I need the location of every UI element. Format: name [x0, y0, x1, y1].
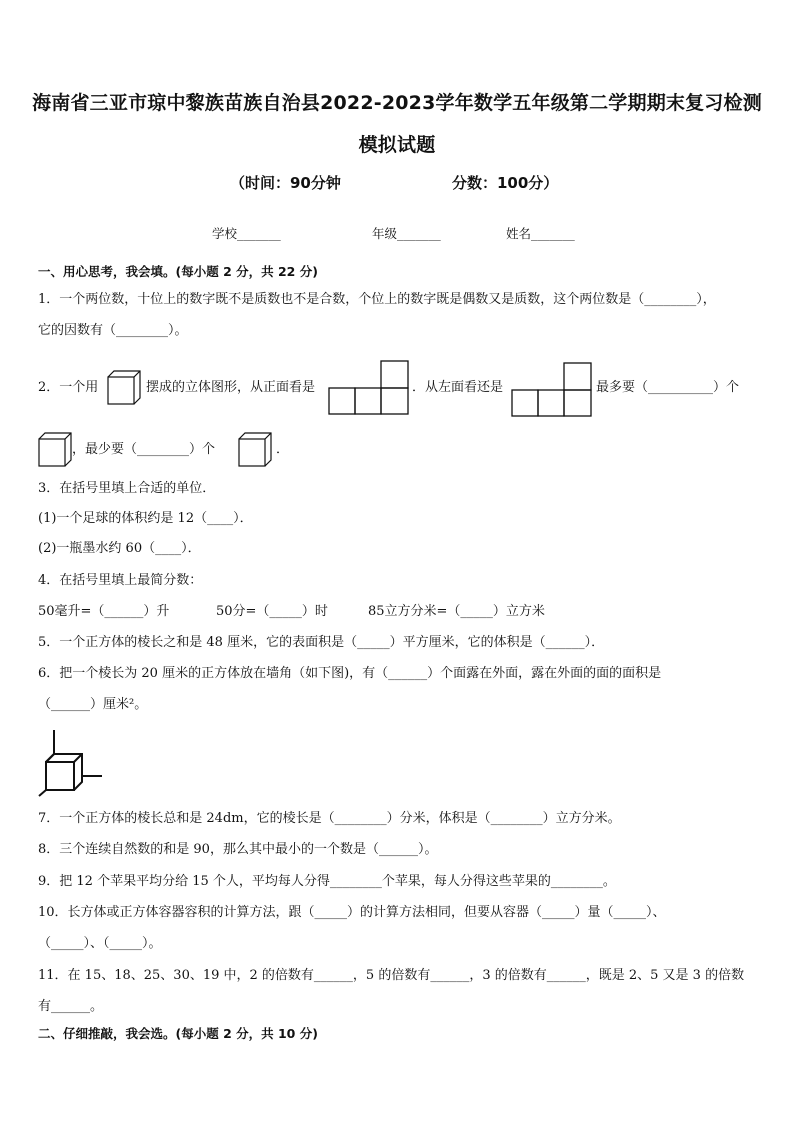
corner-cube-figure — [38, 728, 106, 798]
question-2-text4: 最多要（__________）个 — [596, 380, 740, 395]
total-score: 分数：100分） — [452, 174, 559, 192]
question-4: 4．在括号里填上最简分数： — [38, 573, 203, 588]
section1-heading: 一、用心思考，我会填。(每小题 2 分，共 22 分) — [38, 264, 318, 279]
question-5: 5．一个正方体的棱长之和是 48 厘米，它的表面积是（_____）平方厘米，它的体积是（______）． — [38, 635, 605, 650]
front-view-figure — [328, 360, 410, 416]
exam-title-line2: 模拟试题 — [358, 134, 436, 156]
question-1-line1: 1．一个两位数，十位上的数字既不是质数也不是合数，个位上的数字既是偶数又是质数，这个两位数是（________）， — [38, 292, 716, 307]
question-3-part2: (2)一瓶墨水约 60（____）． — [38, 541, 201, 556]
question-8: 8．三个连续自然数的和是 90，那么其中最小的一个数是（______）。 — [38, 842, 438, 857]
question-2-text3: ．从左面看还是 — [412, 380, 504, 395]
unit-cube-icon-3 — [238, 432, 272, 468]
question-11-line1: 11．在 15、18、25、30、19 中，2 的倍数有______，5 的倍数有______，3 的倍数有______，既是 2、5 又是 3 的倍数 — [38, 968, 745, 983]
exam-title-line1: 海南省三亚市琼中黎族苗族自治县2022-2023学年数学五年级第二学期期末复习检测 — [32, 92, 762, 114]
question-2-text6: ． — [276, 442, 290, 457]
question-7: 7．一个正方体的棱长总和是 24dm，它的棱长是（________）分米，体积是（________）立方分米。 — [38, 811, 621, 826]
question-3: 3．在括号里填上合适的单位． — [38, 481, 216, 496]
question-2-text2: 摆成的立体图形，从正面看是 — [146, 380, 316, 395]
grade-field[interactable]: 年级_______ — [372, 226, 441, 241]
section2-heading: 二、仔细推敲，我会选。(每小题 2 分，共 10 分) — [38, 1026, 318, 1041]
question-9: 9．把 12 个苹果平均分给 15 个人，平均每人分得________个苹果，每人分得这些苹果的________。 — [38, 874, 616, 889]
question-1-line2: 它的因数有（________）。 — [38, 323, 188, 338]
question-11-line2: 有______。 — [38, 999, 104, 1014]
question-3-part1: (1)一个足球的体积约是 12（____）． — [38, 511, 253, 526]
question-4-part1: 50毫升=（______）升 — [38, 604, 170, 619]
unit-cube-icon-2 — [38, 432, 72, 468]
unit-cube-icon — [107, 370, 141, 406]
question-4-part2: 50分=（_____）时 — [216, 604, 328, 619]
question-2-text1: 2．一个用 — [38, 380, 99, 395]
left-view-figure — [511, 362, 593, 418]
name-field[interactable]: 姓名_______ — [506, 226, 575, 241]
question-4-part3: 85立方分米=（_____）立方米 — [368, 604, 545, 619]
question-2-text5: ，最少要（________）个 — [72, 442, 216, 457]
question-10-line2: （_____）、（_____）。 — [38, 936, 162, 951]
question-6-line2: （______）厘米²。 — [38, 697, 148, 712]
question-10-line1: 10．长方体或正方体容器容积的计算方法，跟（_____）的计算方法相同，但要从容器（_____）量（_____）、 — [38, 905, 666, 920]
time-limit: （时间：90分钟 — [230, 174, 341, 192]
question-6-line1: 6．把一个棱长为 20 厘米的正方体放在墙角（如下图)，有（______）个面露在外面，露在外面的面的面积是 — [38, 666, 662, 681]
school-field[interactable]: 学校_______ — [212, 226, 281, 241]
